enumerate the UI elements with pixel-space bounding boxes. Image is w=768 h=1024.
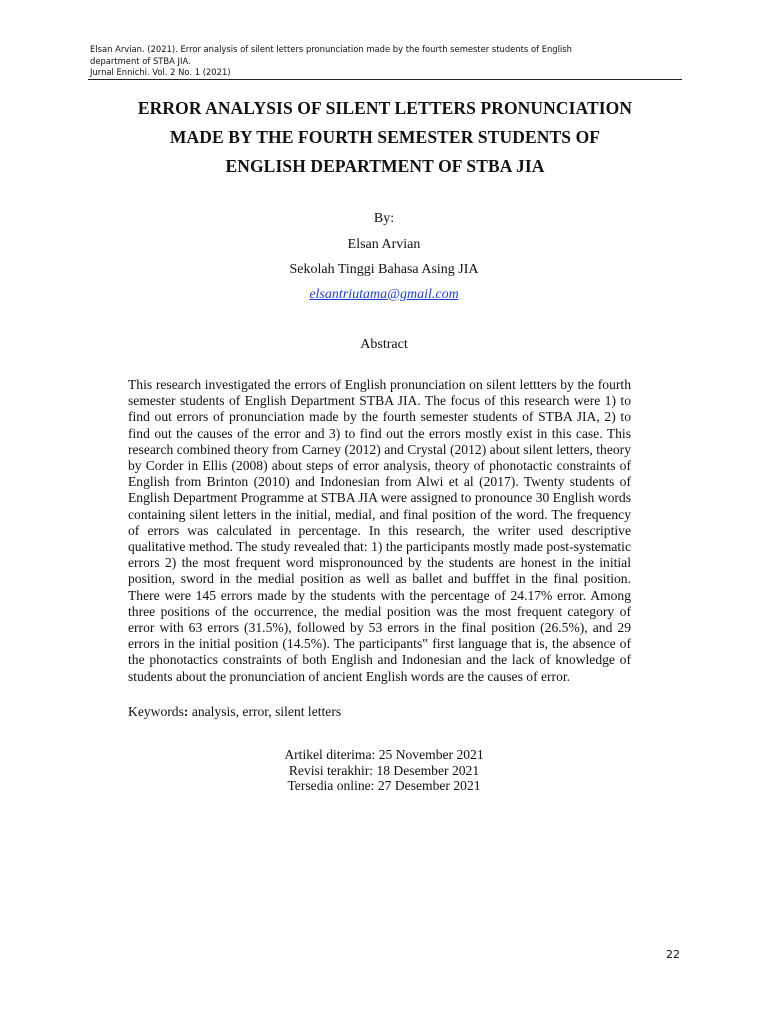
running-header-citation-cont: department of STBA JIA. bbox=[90, 55, 191, 66]
author-affiliation: Sekolah Tinggi Bahasa Asing JIA bbox=[289, 262, 479, 277]
abstract-heading: Abstract bbox=[360, 337, 408, 352]
running-header-citation: Elsan Arvian. (2021). Error analysis of silent letters pronunciation made by the fourth semester students of English bbox=[90, 44, 572, 54]
abstract-body: This research investigated the errors of English pronunciation on silent lettters by the fourth semester students of English Department STBA JIA. The focus of this research were 1) to find out errors of pronunciation made by the fourth semester students of STBA JIA, 2) to find out the causes of the error and 3) to find out the errors mostly exist in this case. This research combined theory from Carney (2012) and Crystal (2012) about silent letters, theory by Corder in Ellis (2008) about steps of error analysis, theory of phonotactic constraints of English from Brinton (2010) and Indonesian from Alwi et al (2017). Twenty students of English Department Programme at STBA JIA were assigned to pronounce 30 English words containing silent letters in the initial, medial, and final position of the word. The frequency of errors was calculated in percentage. In this research, the writer used descriptive qualitative method. The study revealed that: 1) the participants mostly made post-systematic errors 2) the most frequent word mispronounced by the students are honest in the initial position, sword in the medial position as well as ballet and bufffet in the final position. There were 145 errors made by the students with the percentage of 24.17% error. Among three positions of the occurrence, the medial position was the most frequent category of error with 63 errors (31.5%), followed by 53 errors in the final position (26.5%), and 29 errors in the initial position (14.5%). The participants‟ first language that is, the absence of the phonotactics constraints of both English and Indonesian and the lack of knowledge of students about the pronunciation of ancient English words are the causes of error. bbox=[128, 377, 631, 684]
author-name: Elsan Arvian bbox=[347, 237, 421, 252]
date-revised: Revisi terakhir: 18 Desember 2021 bbox=[288, 762, 480, 778]
author-email-link[interactable]: elsantriutama@gmail.com bbox=[309, 287, 459, 302]
by-label: By: bbox=[373, 211, 395, 226]
keywords-colon: : bbox=[183, 704, 189, 719]
paper-title bbox=[88, 94, 682, 181]
keywords-value: analysis, error, silent letters bbox=[188, 704, 342, 719]
keywords bbox=[128, 703, 631, 720]
keywords-label: Keywords bbox=[128, 704, 184, 719]
title-line-2: MADE BY THE FOURTH SEMESTER STUDENTS OF bbox=[169, 127, 601, 147]
date-received: Artikel diterima: 25 November 2021 bbox=[284, 747, 484, 762]
date-online: Tersedia online: 27 Desember 2021 bbox=[287, 778, 481, 793]
header-rule bbox=[88, 79, 682, 80]
running-header-journal: Jurnal Ennichi. Vol. 2 No. 1 (2021) bbox=[90, 67, 231, 77]
title-line-1: ERROR ANALYSIS OF SILENT LETTERS PRONUNCIATION bbox=[137, 98, 633, 118]
running-header bbox=[90, 44, 682, 79]
article-dates bbox=[128, 747, 640, 794]
page-number: 22 bbox=[666, 948, 680, 961]
title-line-3: ENGLISH DEPARTMENT OF STBA JIA bbox=[225, 156, 545, 176]
author-email-line bbox=[128, 286, 640, 304]
